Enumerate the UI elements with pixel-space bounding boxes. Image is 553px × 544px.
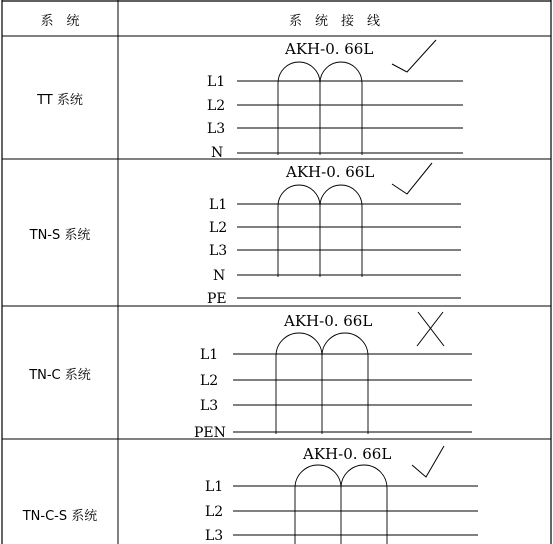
line-label: L3 (207, 121, 226, 137)
line-label: N (211, 145, 224, 161)
system-name-tn-c-s: TN-C-S 系统 (22, 509, 98, 524)
check-mark-icon (412, 446, 444, 477)
line-label: L1 (207, 74, 226, 90)
line-label: L1 (209, 197, 228, 213)
line-label: L2 (209, 220, 228, 236)
line-label: L2 (200, 373, 219, 389)
system-name-tt: TT 系统 (37, 93, 83, 108)
system-name-tn-s: TN-S 系统 (29, 228, 91, 243)
line-label: L3 (200, 398, 219, 414)
header-wiring: 系 统 接 线 (288, 14, 380, 29)
line-label: L2 (205, 504, 224, 520)
model-label: AKH-0. 66L (285, 40, 374, 58)
line-label: N (213, 268, 226, 284)
system-name-tn-c: TN-C 系统 (29, 368, 91, 383)
model-label: AKH-0. 66L (284, 312, 373, 330)
line-label: L3 (209, 243, 228, 259)
line-label: L3 (205, 528, 224, 544)
model-label: AKH-0. 66L (286, 163, 375, 181)
line-label: L1 (200, 347, 219, 363)
header-system: 系 统 (40, 14, 80, 29)
line-label: L1 (205, 479, 224, 495)
model-label: AKH-0. 66L (303, 445, 392, 463)
line-label: PEN (194, 425, 226, 441)
line-label: L2 (207, 98, 226, 114)
line-label: PE (207, 291, 227, 307)
